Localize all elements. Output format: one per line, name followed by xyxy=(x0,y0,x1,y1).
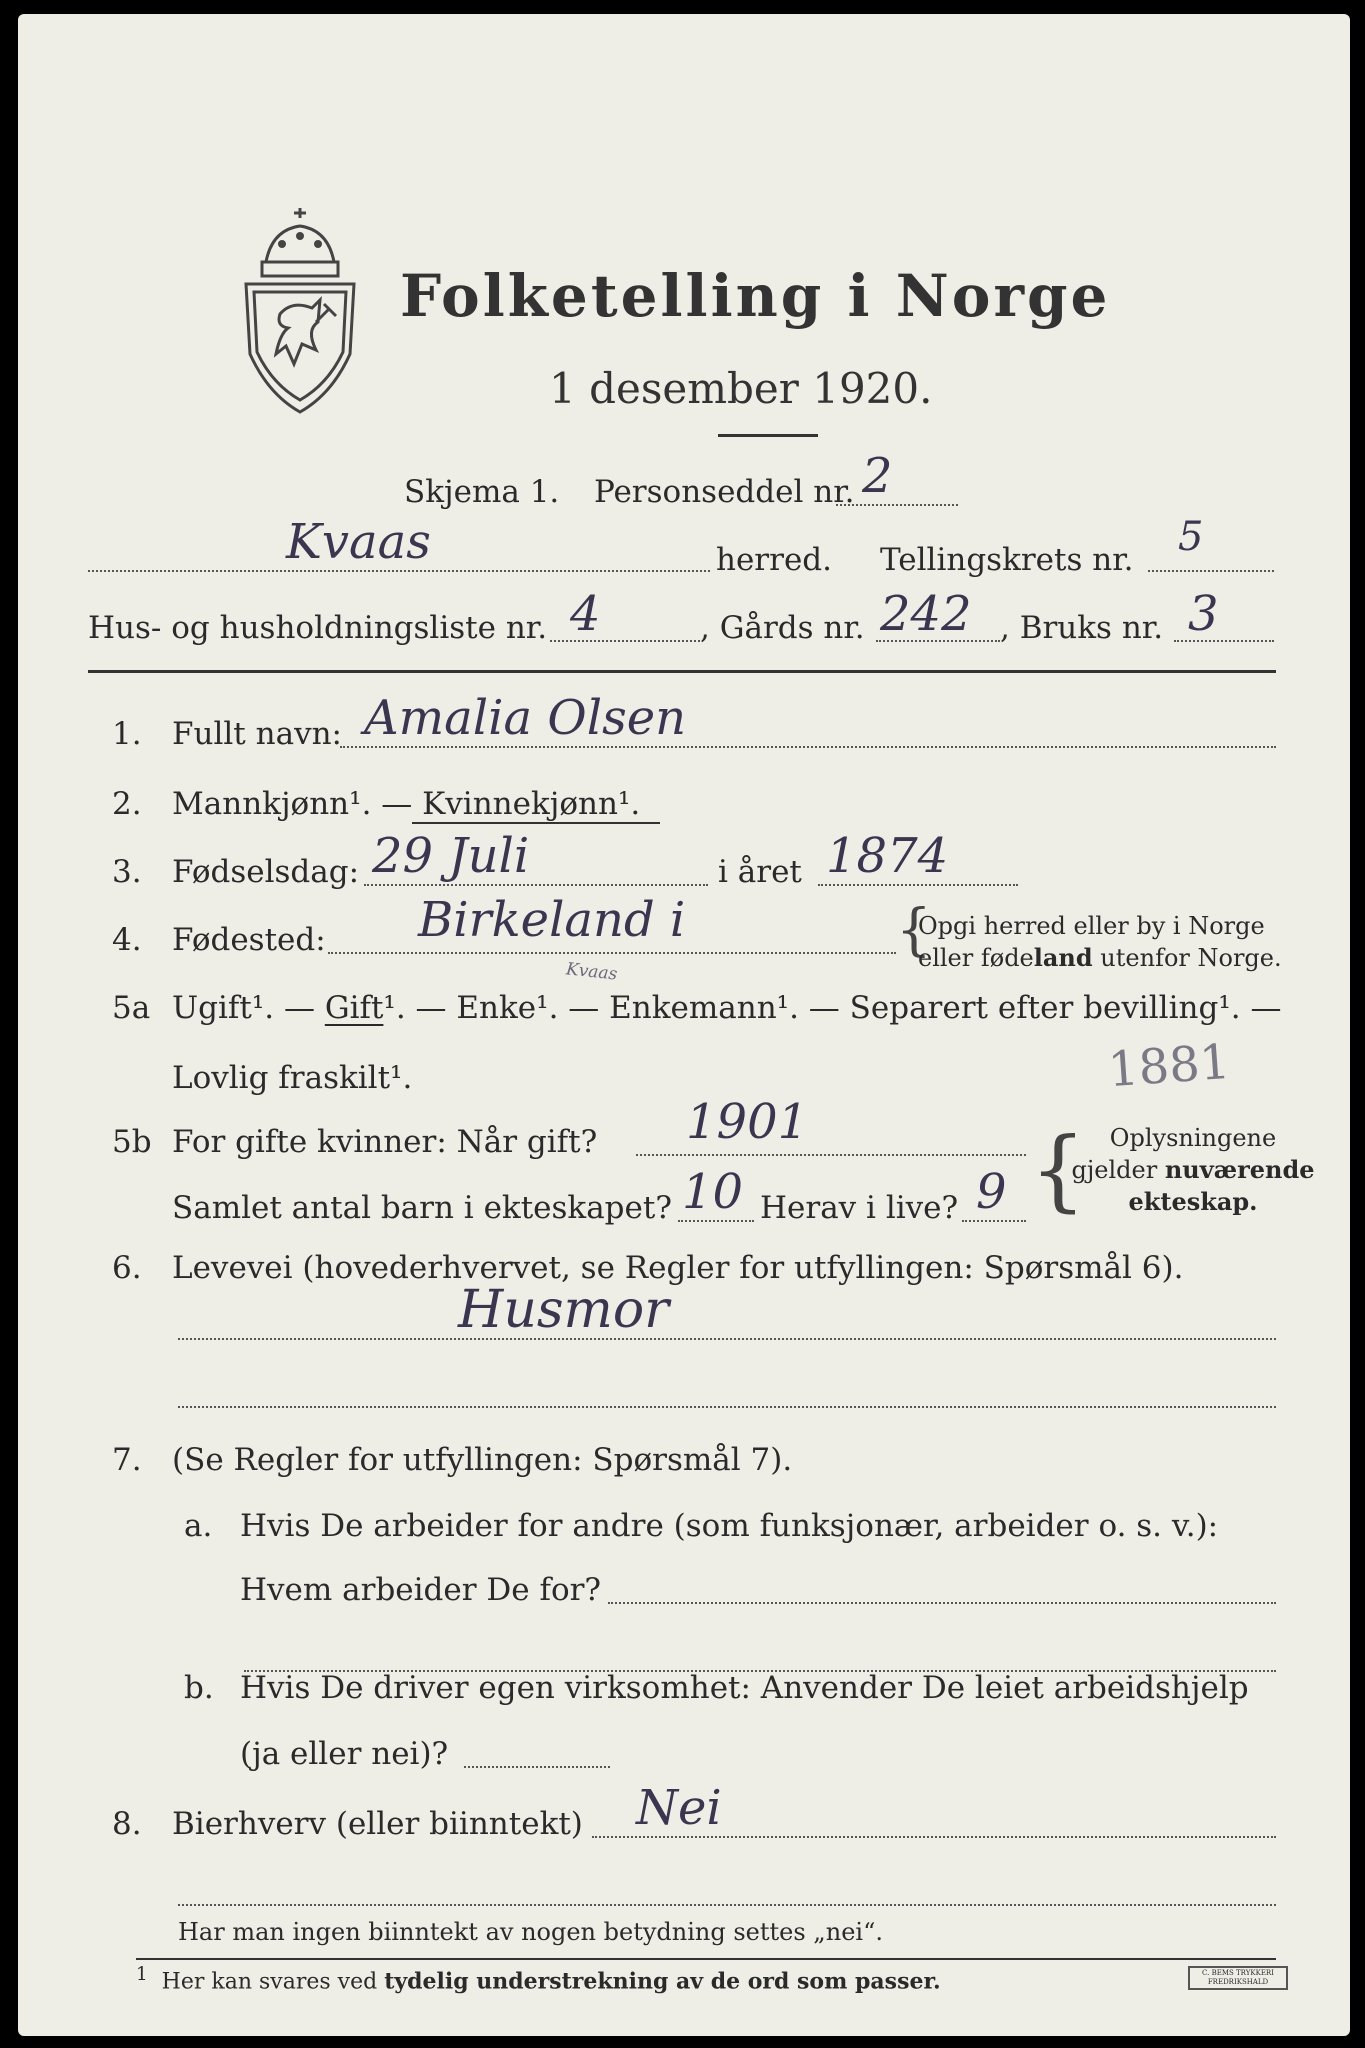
footnote: $^1$ Her kan svares ved tydelig understrekning av de ord som passer. xyxy=(136,1964,941,1995)
tellingskrets-value[interactable]: 5 xyxy=(1178,514,1204,560)
herred-value[interactable]: Kvaas xyxy=(286,514,431,570)
children-alive-label: Herav i live? xyxy=(760,1190,959,1226)
gards-value[interactable]: 242 xyxy=(880,586,972,642)
q7a-question: Hvem arbeider De for? xyxy=(240,1572,602,1608)
q5b-number: 5b xyxy=(112,1124,152,1160)
children-alive-value[interactable]: 9 xyxy=(976,1164,1007,1220)
norwegian-coat-of-arms-icon xyxy=(232,204,368,416)
q5a-number: 5a xyxy=(112,990,151,1026)
footer-note: Har man ingen biinntekt av nogen betydning settes „nei“. xyxy=(178,1918,883,1946)
side-income-value[interactable]: Nei xyxy=(636,1780,722,1836)
margin-year-note: 1881 xyxy=(1106,1033,1232,1099)
footer-divider xyxy=(136,1958,1276,1960)
header-divider xyxy=(88,670,1276,673)
q2-number: 2. xyxy=(112,786,142,822)
gards-label: , Gårds nr. xyxy=(700,610,865,646)
kvinnekjonn-underline xyxy=(412,822,660,824)
tellingskrets-label: Tellingskrets nr. xyxy=(880,542,1134,578)
birthplace-value[interactable]: Birkeland i xyxy=(418,892,686,948)
birthday-value[interactable]: 29 Juli xyxy=(372,828,530,884)
lovlig-fraskilt: Lovlig fraskilt¹. xyxy=(172,1060,413,1096)
q7b-text: Hvis De driver egen virksomhet: Anvender De leiet arbeidshjelp xyxy=(240,1670,1249,1706)
q3-label: Fødselsdag: xyxy=(172,854,360,890)
full-name-value[interactable]: Amalia Olsen xyxy=(364,690,687,746)
q7a-letter: a. xyxy=(184,1508,213,1544)
when-married-label: For gifte kvinner: Når gift? xyxy=(172,1124,598,1160)
birth-year-value[interactable]: 1874 xyxy=(826,828,949,884)
q1-label: Fullt navn: xyxy=(172,716,342,752)
q7b-question: (ja eller nei)? xyxy=(240,1736,449,1772)
employer-field[interactable] xyxy=(608,1602,1276,1604)
birthplace-note: Opgi herred eller by i Norge eller fødeland utenfor Norge. xyxy=(918,912,1282,972)
title-divider xyxy=(718,434,818,437)
q8-label: Bierhverv (eller biinntekt) xyxy=(172,1806,583,1842)
personseddel-label: Personseddel nr. xyxy=(594,474,855,510)
children-total-label: Samlet antal barn i ekteskapet? xyxy=(172,1190,672,1226)
personseddel-value[interactable]: 2 xyxy=(862,448,893,504)
herred-label: herred. xyxy=(716,542,832,578)
birthplace-annotation: Kvaas xyxy=(565,959,619,985)
q7b-letter: b. xyxy=(184,1670,214,1706)
q6-label: Levevei (hovederhvervet, se Regler for utfyllingen: Spørsmål 6). xyxy=(172,1250,1184,1286)
marital-status-options: Ugift¹. — Gift¹. — Enke¹. — Enkemann¹. — Separert efter bevilling¹. — xyxy=(172,990,1282,1026)
hired-help-field[interactable] xyxy=(464,1766,610,1768)
printer-stamp: C. BEMS TRYKKERI FREDRIKSHALD xyxy=(1188,1966,1288,1990)
gift-underlined: Gift xyxy=(324,990,384,1026)
q7-number: 7. xyxy=(112,1442,142,1478)
marriage-year-value[interactable]: 1901 xyxy=(686,1094,809,1150)
q8-number: 8. xyxy=(112,1806,142,1842)
husliste-label: Hus- og husholdningsliste nr. xyxy=(88,610,548,646)
q3-number: 3. xyxy=(112,854,142,890)
q7-label: (Se Regler for utfyllingen: Spørsmål 7). xyxy=(172,1442,793,1478)
q4-label: Fødested: xyxy=(172,922,326,958)
form-date: 1 desember 1920. xyxy=(549,364,933,413)
q7a-text: Hvis De arbeider for andre (som funksjonær, arbeider o. s. v.): xyxy=(240,1508,1219,1544)
year-label: i året xyxy=(718,854,802,890)
bruks-value[interactable]: 3 xyxy=(1188,586,1219,642)
husliste-value[interactable]: 4 xyxy=(570,586,601,642)
q1-number: 1. xyxy=(112,716,142,752)
gender-options: Mannkjønn¹. — Kvinnekjønn¹. xyxy=(172,786,641,822)
skjema-label: Skjema 1. xyxy=(404,474,560,510)
q6-number: 6. xyxy=(112,1250,142,1286)
q4-number: 4. xyxy=(112,922,142,958)
form-title: Folketelling i Norge xyxy=(400,262,1111,330)
bruks-label: , Bruks nr. xyxy=(1000,610,1164,646)
occupation-value[interactable]: Husmor xyxy=(458,1280,669,1340)
census-form-page: Folketelling i Norge 1 desember 1920. Skjema 1. Personseddel nr. 2 Kvaas herred. Tellingskrets nr. 5 Hus- og husholdningsliste nr. 4 , Gårds nr. 242 , Bruks nr. 3 1. Fullt navn: Amalia Olsen 2. Mannkjønn¹. — Kvinnekjønn¹. 3. Fødselsdag: 29 Juli i året 1874 4. Fødested: Birkeland i { Opgi herred eller by i Norge eller fødeland utenfor Norge. Kvaas 5a Ugift¹. — Gift¹. — Enke¹. — Enkemann¹. — Separert efter bevilling¹. — Lovlig fraskilt¹. 1881 5b For gifte kvinner: Når gift? 1901 Samlet antal barn i ekteskapet? 10 Herav i live? 9 { Oplysningene gjelder nuværende ekteskap. 6. Levevei (hovederhvervet, se Regler for utfyllingen: Spørsmål 6). Husmor 7. (Se Regler for utfyllingen: Spørsmål 7). a. Hvis De arbeider for andre (som funksjonær, arbeider o. s. v.): Hvem arbeider De for? b. Hvis De driver egen virksomhet: Anvender De leiet arbeidshjelp (ja eller nei)? 8. Bierhverv (eller biinntekt) Nei Har man ingen biinntekt av nogen betydning settes „nei“. $^1$ Her kan svares ved tydelig understrekning av de ord som passer. C. BEMS TRYKKERI FREDRIKSHALD xyxy=(18,14,1350,2036)
marriage-note: Oplysningene gjelder nuværende ekteskap. xyxy=(1071,1124,1315,1216)
children-total-value[interactable]: 10 xyxy=(682,1164,744,1220)
